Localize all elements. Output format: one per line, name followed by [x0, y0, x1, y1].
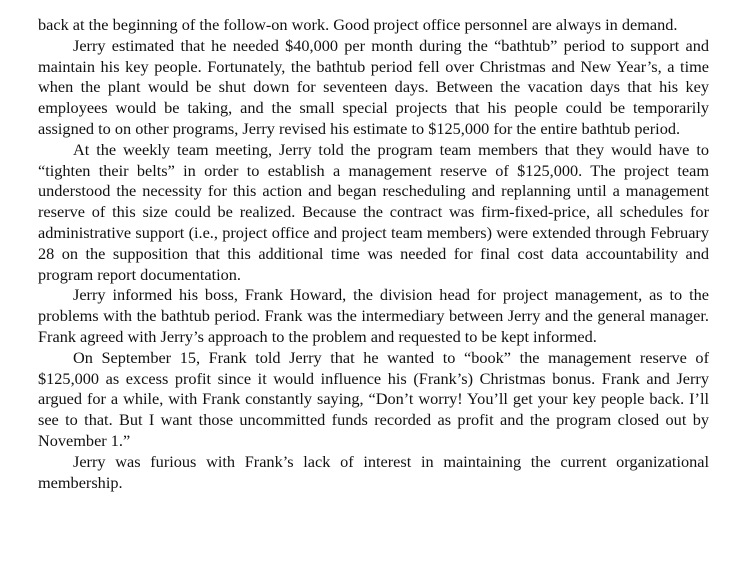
paragraph-september-15: On September 15, Frank told Jerry that he wanted to “book” the management reserve of $125,000 as excess profit since it would influence his (Frank’s) Christmas bonus. Frank and Jerry argued for a while, with Frank constantly saying, “Don’t worry! You’ll get your key people back. I’ll see to that. But I want those uncommitted funds recorded as profit and the program closed out by November 1.” [38, 347, 709, 450]
paragraph-frank-howard: Jerry informed his boss, Frank Howard, the division head for project management, as to the problems with the bathtub period. Frank was the intermediary between Jerry and the general manager. Frank agreed with Jerry’s approach to the problem and requested to be kept informed. [38, 285, 709, 346]
paragraph-team-meeting: At the weekly team meeting, Jerry told the program team members that they would have to “tighten their belts” in order to establish a management reserve of $125,000. The project team understood the necessity for this action and began rescheduling and replanning until a management reserve of this size could be realized. Because the contract was firm-fixed-price, all schedules for administrative support (i.e., project office and project team members) were extended through February 28 on the supposition that this additional time was needed for final cost data accountability and program report documentation. [38, 139, 709, 284]
paragraph-continuation: back at the beginning of the follow-on work. Good project office personnel are always in demand. [38, 15, 678, 34]
paragraph-bathtub-estimate: Jerry estimated that he needed $40,000 per month during the “bathtub” period to support and maintain his key people. Fortunately, the bathtub period fell over Christmas and New Year’s, a time when the plant would be shut down for seventeen days. Between the vacation days that his key employees would be taking, and the small special projects that his people could be temporarily assigned to on other programs, Jerry revised his estimate to $125,000 for the entire bathtub period. [38, 35, 709, 138]
paragraph-jerry-furious: Jerry was furious with Frank’s lack of interest in maintaining the current organizational membership. [38, 451, 709, 492]
